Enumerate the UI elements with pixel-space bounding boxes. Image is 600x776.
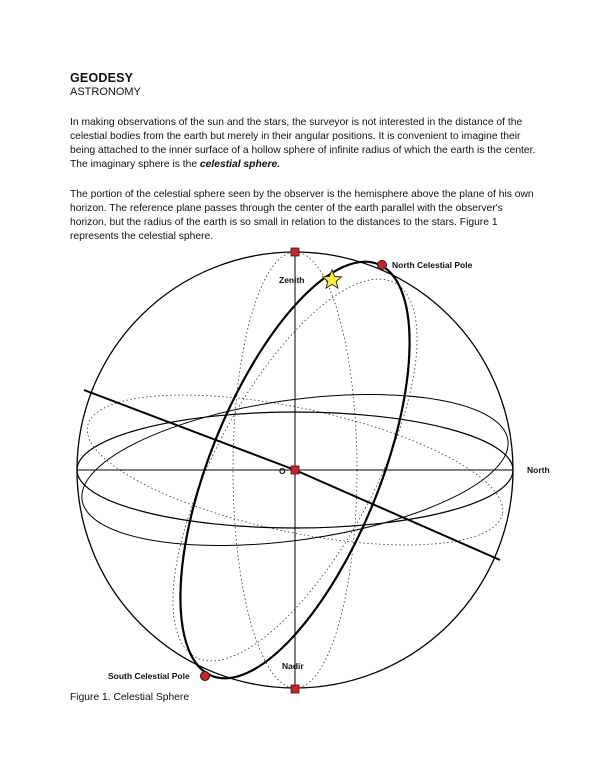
paragraph-intro-text: In making observations of the sun and the stars, the surveyor is not interested in the distance of the celestial bodies from the earth but merely in their angular positions. It is convenient to imagine their being attached to the inner surface of a hollow sphere of infinite radius of which the earth is the center. The imaginary sphere is the xyxy=(70,117,536,170)
center-label: O xyxy=(279,466,286,476)
document-title: GEODESY xyxy=(70,71,134,85)
north-celestial-pole-point xyxy=(378,261,387,270)
south-celestial-pole-point xyxy=(201,672,210,681)
south-celestial-pole-label: South Celestial Pole xyxy=(108,671,190,681)
document-subtitle: ASTRONOMY xyxy=(70,86,141,98)
polar-axis xyxy=(84,390,295,470)
polar-axis-lower xyxy=(295,470,500,560)
celestial-sphere-term: celestial sphere. xyxy=(199,158,281,170)
nadir-label: Nadir xyxy=(282,661,304,671)
nadir-point xyxy=(291,685,299,693)
zenith-point xyxy=(291,248,299,256)
star-icon xyxy=(323,270,342,288)
zenith-label: Zenith xyxy=(279,275,305,285)
north-label: North xyxy=(527,465,550,475)
figure-caption: Figure 1. Celestial Sphere xyxy=(70,692,190,703)
north-celestial-pole-label: North Celestial Pole xyxy=(392,260,473,270)
center-point xyxy=(291,466,299,474)
paragraph-horizon: The portion of the celestial sphere seen by the observer is the hemisphere above the plane of his own horizon. The reference plane passes through the center of the earth parallel with the observer's horizon, but the radius of the earth is so small in relation to the distances to the stars. Figure 1 represents the celestial sphere. xyxy=(70,189,534,242)
